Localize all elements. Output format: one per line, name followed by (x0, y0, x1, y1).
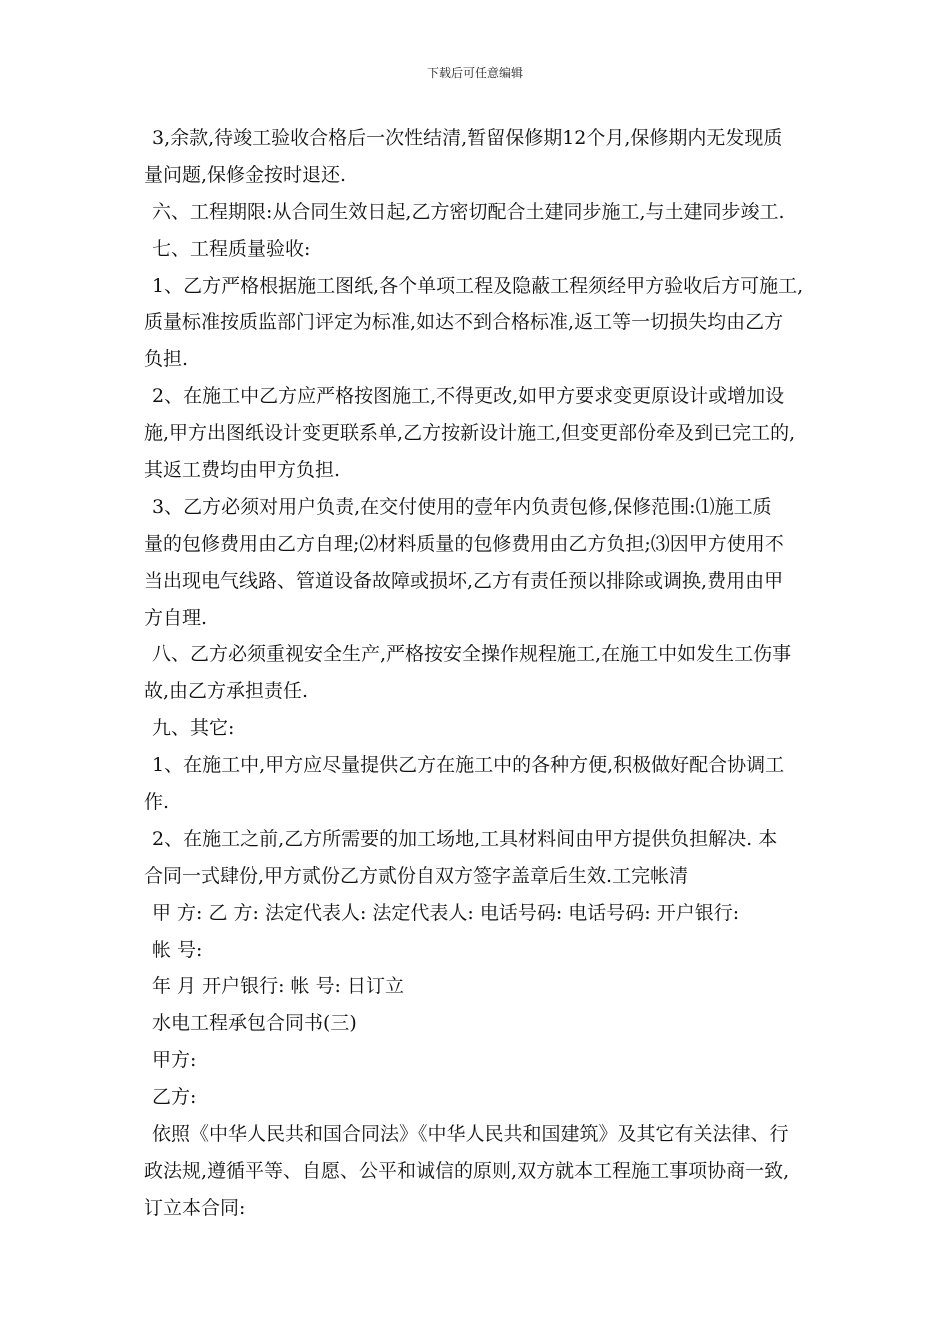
document-body (144, 120, 816, 1227)
page-header: 下载后可任意编辑 (426, 66, 523, 80)
text-line: 年 月 开户银行: 帐 号: 日订立 (152, 975, 405, 998)
text-line: 合同一式肆份,甲方贰份乙方贰份自双方签字盖章后生效.工完帐清 (144, 864, 689, 887)
text-line: 八、乙方必须重视安全生产,严格按安全操作规程施工,在施工中如发生工伤事 (152, 643, 792, 666)
text-line: 七、工程质量验收: (152, 237, 311, 260)
text-line: 当出现电气线路、管道设备故障或损坏,乙方有责任预以排除或调换,费用由甲 (144, 569, 784, 592)
text-line: 故,由乙方承担责任. (144, 680, 309, 703)
text-line: 订立本合同: (144, 1196, 246, 1219)
text-line: 量问题,保修金按时退还. (144, 163, 347, 186)
text-line: 1、在施工中,甲方应尽量提供乙方在施工中的各种方便,积极做好配合协调工 (152, 754, 785, 777)
text-line: 2、在施工中乙方应严格按图施工,不得更改,如甲方要求变更原设计或增加设 (152, 385, 785, 408)
text-line: 量的包修费用由乙方自理;⑵材料质量的包修费用由乙方负担;⑶因甲方使用不 (144, 532, 784, 555)
text-line: 甲方: (152, 1049, 197, 1072)
text-line: 作. (144, 791, 170, 814)
text-line: 水电工程承包合同书(三) (152, 1012, 357, 1035)
text-line: 其返工费均由甲方负担. (144, 459, 341, 482)
text-line: 3,余款,待竣工验收合格后一次性结清,暂留保修期12个月,保修期内无发现质 (152, 127, 783, 149)
text-line: 2、在施工之前,乙方所需要的加工场地,工具材料间由甲方提供负担解决. 本 (152, 827, 778, 850)
text-line: 负担. (144, 348, 189, 371)
text-line: 施,甲方出图纸设计变更联系单,乙方按新设计施工,但变更部份牵及到已完工的, (144, 422, 796, 445)
text-line: 质量标准按质监部门评定为标准,如达不到合格标准,返工等一切损失均由乙方 (144, 311, 784, 334)
text-line: 乙方: (152, 1086, 197, 1109)
text-line: 甲 方: 乙 方: 法定代表人: 法定代表人: 电话号码: 电话号码: 开户银行: (152, 901, 740, 924)
text-line: 六、工程期限:从合同生效日起,乙方密切配合土建同步施工,与土建同步竣工. (152, 200, 785, 223)
text-line: 帐 号: (152, 938, 203, 961)
text-line: 政法规,遵循平等、自愿、公平和诚信的原则,双方就本工程施工事项协商一致, (144, 1159, 790, 1182)
text-line: 方自理. (144, 606, 208, 629)
text-line: 九、其它: (152, 717, 235, 740)
text-line: 依照《中华人民共和国合同法》《中华人民共和国建筑》及其它有关法律、行 (152, 1123, 789, 1146)
text-line: 1、乙方严格根据施工图纸,各个单项工程及隐蔽工程须经甲方验收后方可施工, (152, 274, 804, 297)
text-line: 3、乙方必须对用户负责,在交付使用的壹年内负责包修,保修范围:⑴施工质 (152, 495, 772, 518)
